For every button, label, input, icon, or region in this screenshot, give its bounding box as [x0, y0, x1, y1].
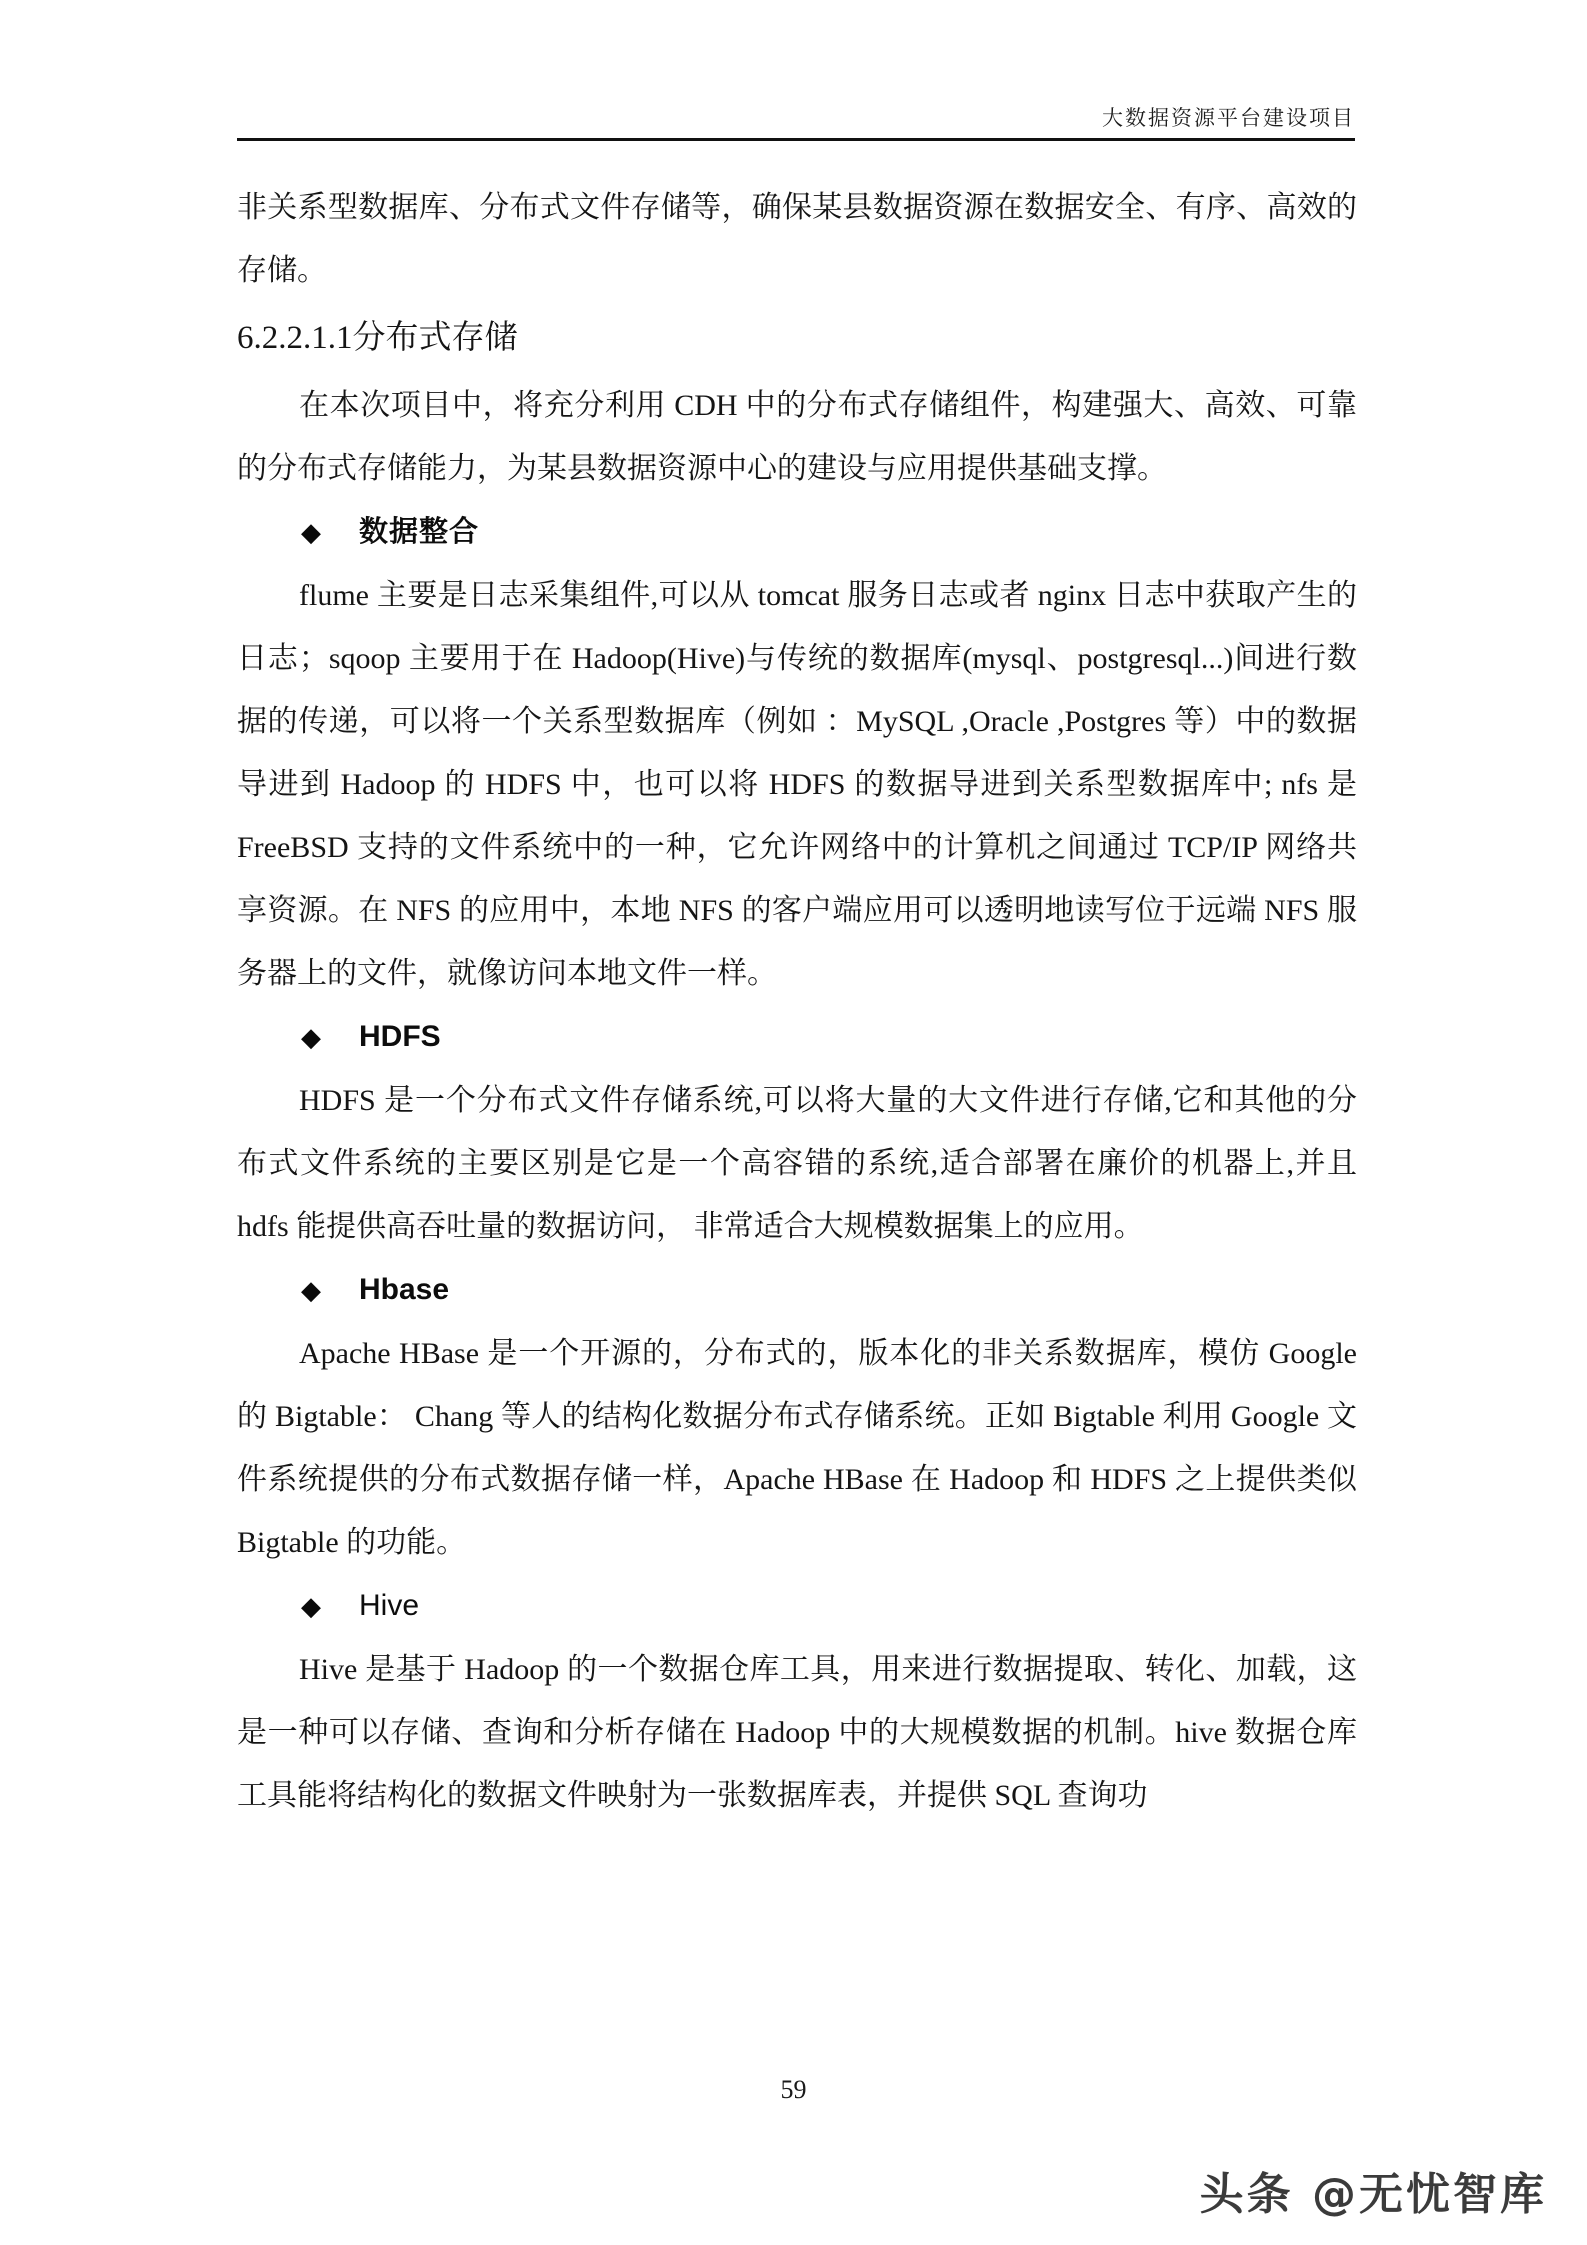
header-title: 大数据资源平台建设项目 — [1102, 106, 1355, 130]
section-hdfs — [237, 1005, 1357, 1258]
page-body — [237, 176, 1357, 1827]
bullet-heading-label: Hbase — [359, 1273, 450, 1306]
section-heading-title: 分布式存储 — [352, 320, 518, 356]
bullet-heading-label: Hive — [359, 1589, 420, 1622]
diamond-bullet-icon: ◆ — [301, 1592, 321, 1621]
page-header — [237, 108, 1355, 141]
section-hbase — [237, 1258, 1357, 1574]
section-heading — [237, 302, 1357, 374]
bullet-heading — [237, 1258, 1357, 1322]
section-heading-number: 6.2.2.1.1 — [237, 320, 353, 356]
bullet-heading — [237, 1574, 1357, 1638]
paragraph-intro: 在本次项目中，将充分利用 CDH 中的分布式存储组件，构建强大、高效、可靠的分布式存储能力，为某县数据资源中心的建设与应用提供基础支撑。 — [237, 389, 1357, 485]
section-body-text: flume 主要是日志采集组件,可以从 tomcat 服务日志或者 nginx 日志中获取产生的日志；sqoop 主要用于在 Hadoop(Hive)与传统的数据库(mysql、postgresql...)间进行数据的传递，可以将一个关系型数据库（例如 ：MySQL ,Oracle ,Postgres 等）中的数据导进到 Hadoop 的 HDFS 中，也可以将 HDFS 的数据导进到关系型数据库中; nfs 是 FreeBSD 支持的文件系统中的一种，它允许网络中的计算机之间通过 TCP/IP 网络共享资源。在 NFS 的应用中，本地 NFS 的客户端应用可以透明地读写位于远端 NFS 服务器上的文件，就像访问本地文件一样。 — [237, 579, 1357, 990]
page-number: 59 — [780, 2075, 807, 2104]
section-body-text: Hive 是基于 Hadoop 的一个数据仓库工具，用来进行数据提取、转化、加载，这是一种可以存储、查询和分析存储在 Hadoop 中的大规模数据的机制。hive 数据仓库工具能将结构化的数据文件映射为一张数据库表，并提供 SQL 查询功 — [237, 1653, 1357, 1812]
section-body-text: HDFS 是一个分布式文件存储系统,可以将大量的大文件进行存储,它和其他的分布式文件系统的主要区别是它是一个高容错的系统,适合部署在廉价的机器上,并且 hdfs 能提供高吞吐量的数据访问， 非常适合大规模数据集上的应用。 — [237, 1084, 1357, 1243]
diamond-bullet-icon: ◆ — [301, 1276, 321, 1305]
watermark: 头条 @无忧智库 — [1199, 2169, 1547, 2220]
header-rule — [237, 138, 1355, 141]
paragraph-continued: 非关系型数据库、分布式文件存储等，确保某县数据资源在数据安全、有序、高效的存储。 — [237, 191, 1357, 287]
bullet-heading — [237, 1005, 1357, 1069]
bullet-heading — [237, 500, 1357, 564]
bullet-heading-label: 数据整合 — [359, 514, 480, 548]
section-body-text: Apache HBase 是一个开源的，分布式的，版本化的非关系数据库，模仿 Google 的 Bigtable： Chang 等人的结构化数据分布式存储系统。正如 Bigtable 利用 Google 文件系统提供的分布式数据存储一样，Apache HBase 在 Hadoop 和 HDFS 之上提供类似 Bigtable 的功能。 — [237, 1337, 1357, 1559]
diamond-bullet-icon: ◆ — [301, 518, 321, 547]
bullet-heading-label: HDFS — [359, 1020, 441, 1053]
diamond-bullet-icon: ◆ — [301, 1023, 321, 1052]
section-data-integration — [237, 500, 1357, 1005]
section-hive — [237, 1574, 1357, 1827]
